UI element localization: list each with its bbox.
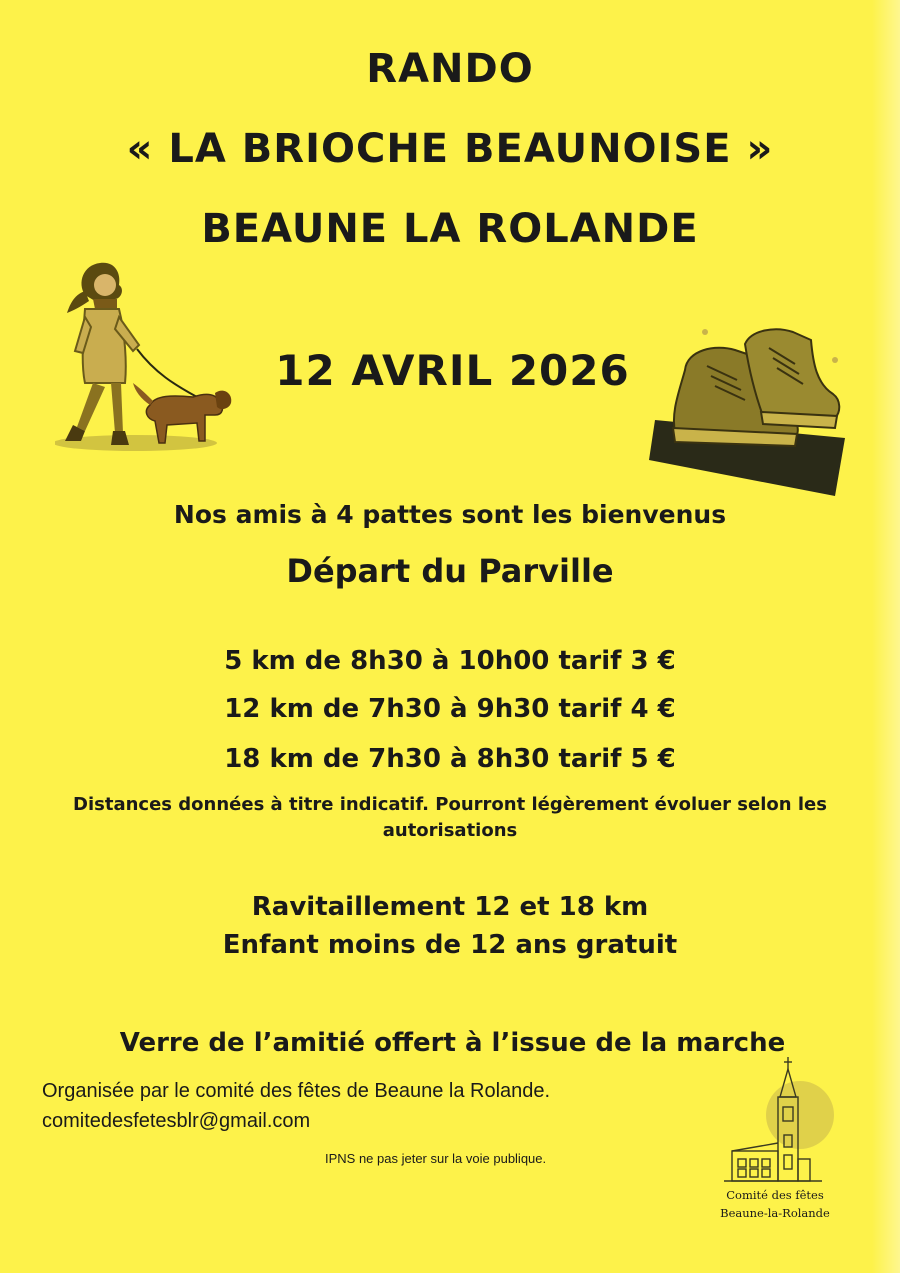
- contact-email[interactable]: comitedesfetesblr@gmail.com: [42, 1110, 311, 1132]
- church-logo-caption: [700, 1186, 850, 1222]
- logo-line-2: Beaune-la-Rolande: [720, 1206, 830, 1220]
- organizer-text: Organisée par le comité des fêtes de Beaune la Rolande.: [42, 1080, 551, 1102]
- title-line-3: BEAUNE LA ROLANDE: [201, 206, 699, 252]
- distance-disclaimer: Distances données à titre indicatif. Pourront légèrement évoluer selon les autorisations: [73, 794, 827, 841]
- pets-welcome-text: Nos amis à 4 pattes sont les bienvenus: [173, 500, 727, 529]
- children-free-info: Enfant moins de 12 ans gratuit: [222, 930, 678, 960]
- logo-line-1: Comité des fêtes: [726, 1188, 824, 1202]
- route-12km: 12 km de 7h30 à 9h30 tarif 4 €: [224, 694, 676, 724]
- event-date: 12 AVRIL 2026: [275, 346, 630, 395]
- route-5km: 5 km de 8h30 à 10h00 tarif 3 €: [224, 646, 676, 676]
- paper-edge: [872, 0, 900, 1273]
- route-18km: 18 km de 7h30 à 8h30 tarif 5 €: [224, 744, 676, 774]
- departure-location: Départ du Parville: [286, 552, 614, 590]
- hiking-boots-illustration: [645, 320, 850, 500]
- title-line-2: « LA BRIOCHE BEAUNOISE »: [126, 126, 774, 172]
- refreshment-info: Ravitaillement 12 et 18 km: [251, 892, 649, 922]
- title-line-1: RANDO: [366, 46, 534, 92]
- ipns-notice: IPNS ne pas jeter sur la voie publique.: [325, 1151, 547, 1166]
- friendship-drink-info: Verre de l’amitié offert à l’issue de la marche: [119, 1028, 786, 1058]
